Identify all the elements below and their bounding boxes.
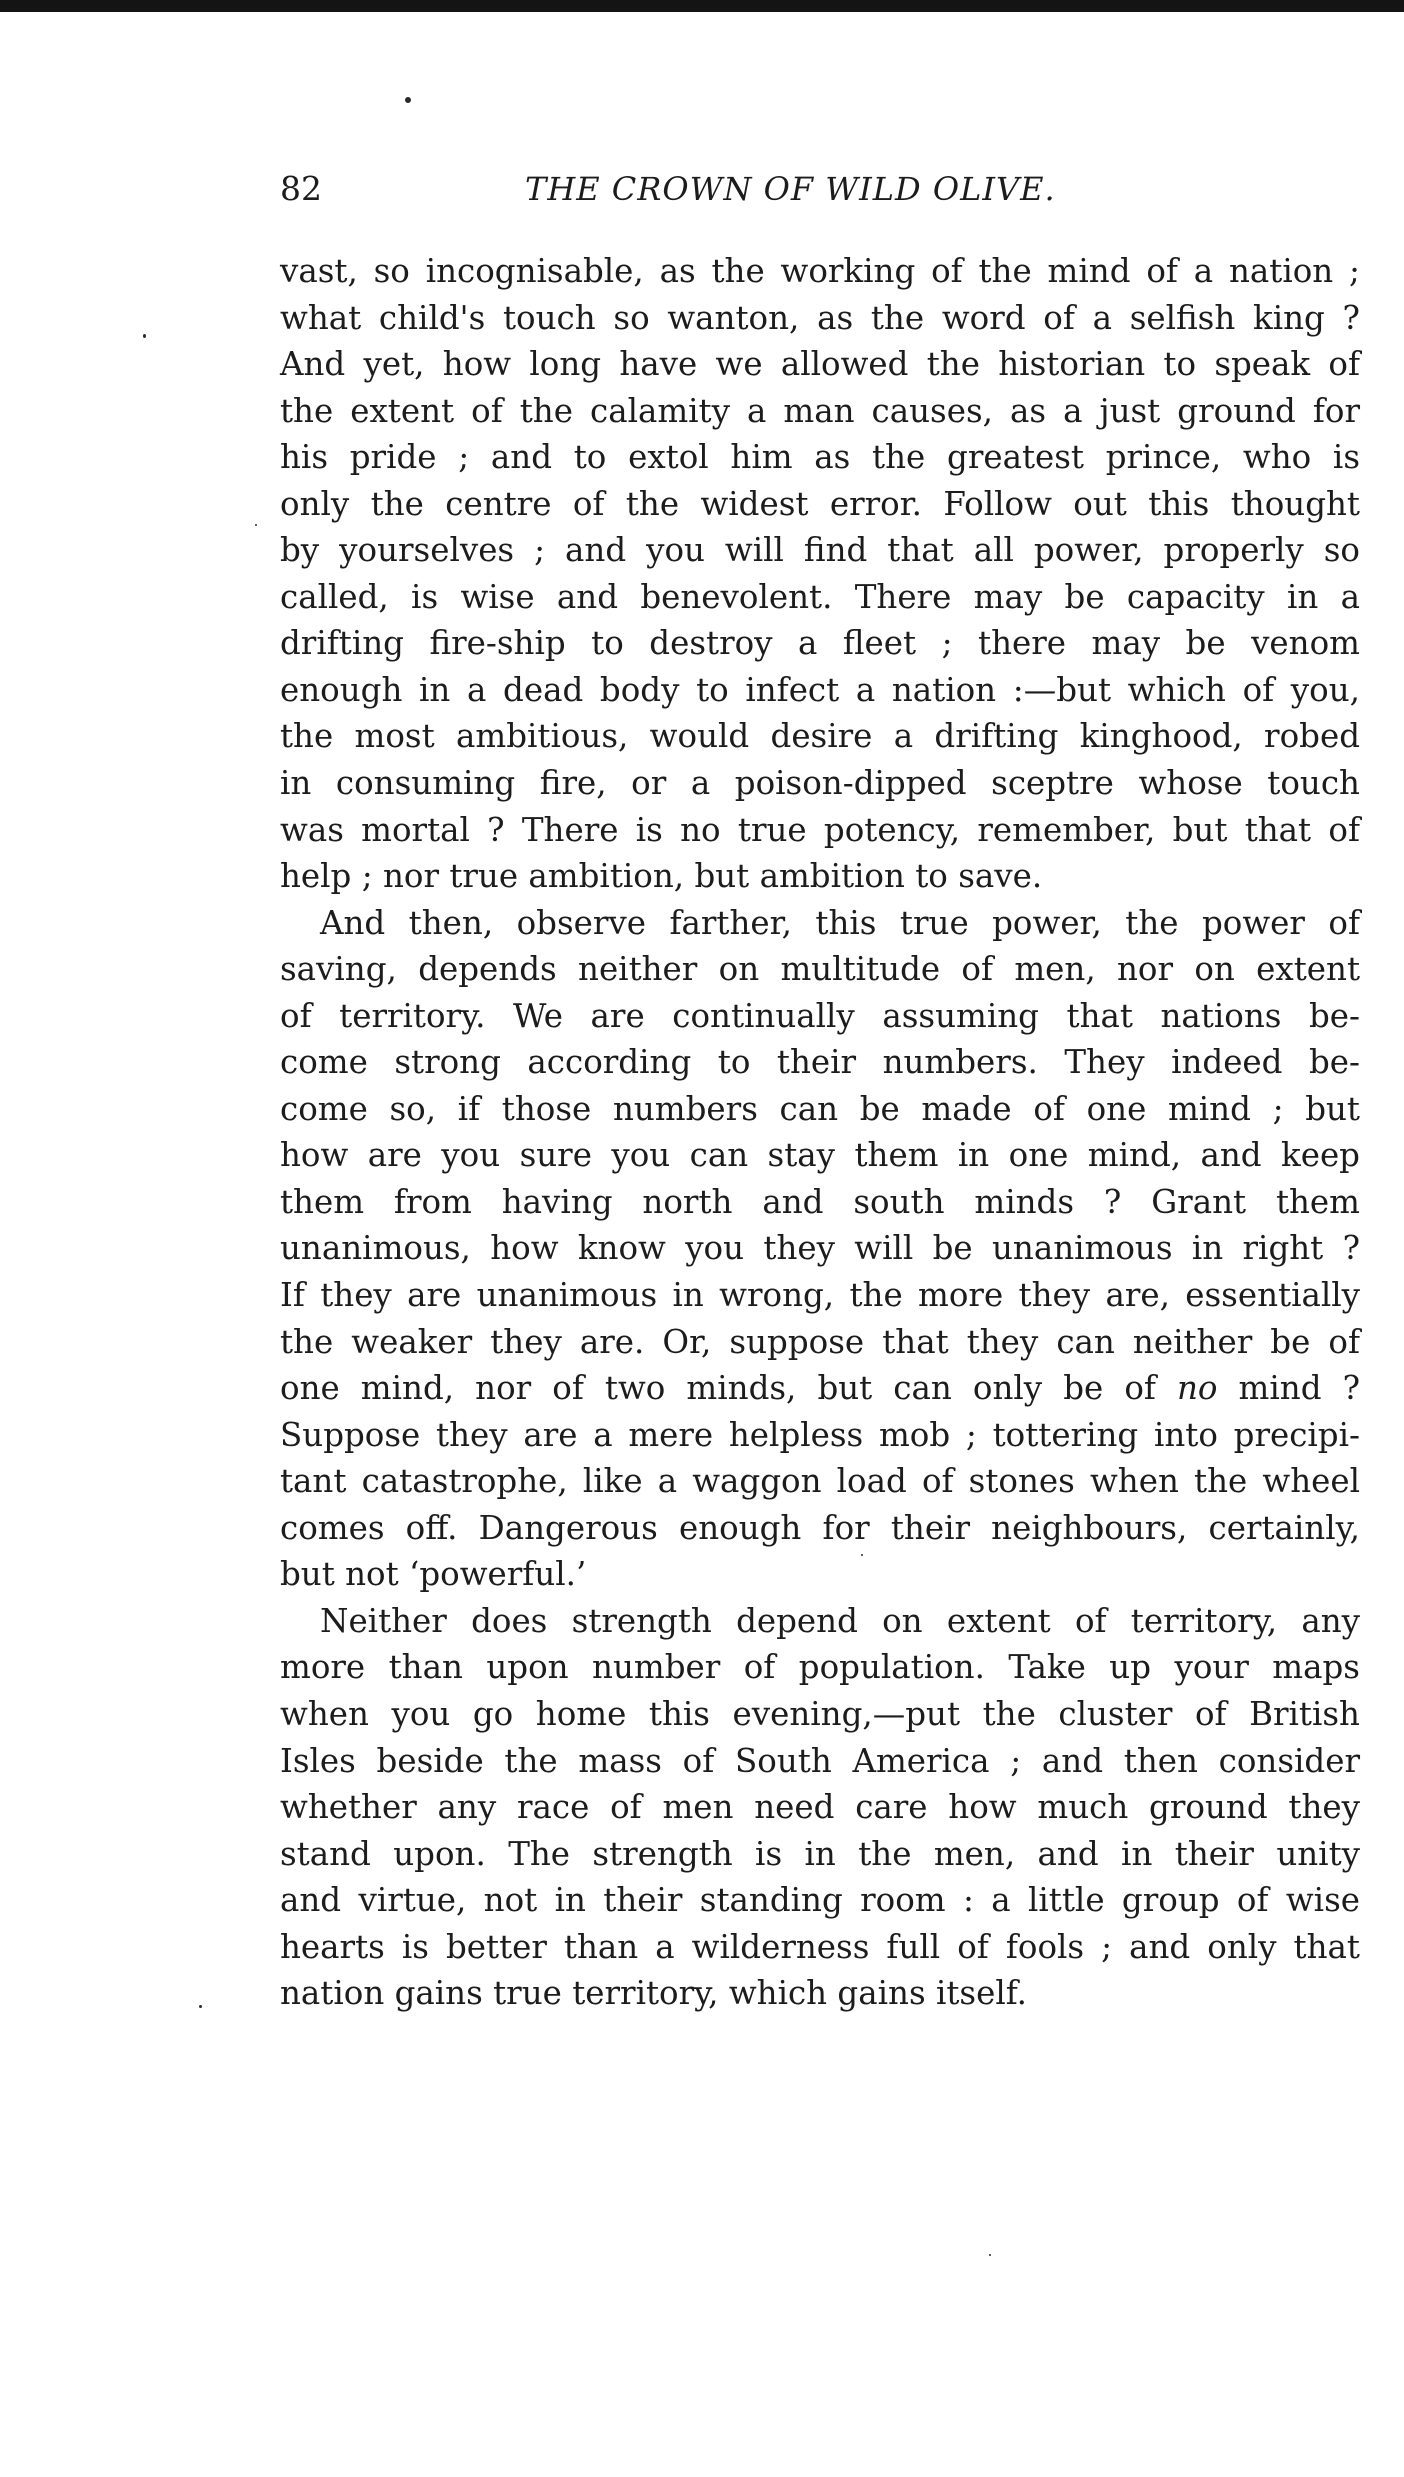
text-line: unanimous, how know you they will be unanimous in right ?	[280, 1229, 1360, 1268]
text-line: when you go home this evening,—put the cluster of British	[280, 1694, 1360, 1733]
line-tail: mind ?	[1217, 1369, 1360, 1408]
text-line: whether any race of men need care how much ground they	[280, 1788, 1360, 1827]
text-line: stand upon. The strength is in the men, and in their unity	[280, 1834, 1360, 1873]
text-line: drifting fire-ship to destroy a fleet ; there may be venom	[280, 624, 1360, 663]
body-text	[280, 248, 1360, 2017]
text-line: saving, depends neither on multitude of men, nor on extent	[280, 950, 1360, 989]
text-line: come so, if those numbers can be made of one mind ; but	[280, 1089, 1360, 1128]
text-line: help ; nor true ambition, but ambition to save.	[280, 857, 1043, 896]
text-line-with-italic	[280, 1365, 1360, 1412]
text-line: more than upon number of population. Take up your maps	[280, 1648, 1360, 1687]
line-head: one mind, nor of two minds, but can only be of	[280, 1369, 1177, 1408]
text-line: tant catastrophe, like a waggon load of stones when the wheel	[280, 1462, 1360, 1501]
text-line: and virtue, not in their standing room : a little group of wise	[280, 1881, 1360, 1920]
text-line: how are you sure you can stay them in one mind, and keep	[280, 1136, 1360, 1175]
paragraph-start-line: Neither does strength depend on extent of territory, any	[320, 1601, 1360, 1640]
text-line: only the centre of the widest error. Follow out this thought	[280, 484, 1360, 523]
text-line: the most ambitious, would desire a drifting kinghood, robed	[280, 717, 1360, 756]
text-line: in consuming fire, or a poison-dipped sceptre whose touch	[280, 764, 1360, 803]
text-line: the weaker they are. Or, suppose that they can neither be of	[280, 1322, 1360, 1361]
text-line: hearts is better than a wilderness full of fools ; and only that	[280, 1927, 1360, 1966]
text-line: his pride ; and to extol him as the greatest prince, who is	[280, 438, 1360, 477]
page-number: 82	[280, 169, 322, 208]
text-line: vast, so incognisable, as the working of the mind of a nation ;	[280, 252, 1360, 290]
page-top-edge	[0, 0, 1404, 12]
text-line: of territory. We are continually assuming that nations be-	[280, 996, 1360, 1035]
ink-speck	[989, 2254, 991, 2256]
text-line: what child's touch so wanton, as the word of a selfish king ?	[280, 298, 1360, 337]
text-line: Suppose they are a mere helpless mob ; tottering into precipi-	[280, 1415, 1360, 1454]
text-line: enough in a dead body to infect a nation :—but which of you,	[280, 670, 1360, 709]
text-line: Isles beside the mass of South America ; and then consider	[280, 1741, 1360, 1780]
text-line: nation gains true territory, which gains itself.	[280, 1974, 1027, 2013]
text-line: called, is wise and benevolent. There may be capacity in a	[280, 577, 1360, 616]
ink-speck	[199, 2005, 202, 2008]
text-line: the extent of the calamity a man causes, as a just ground for	[280, 391, 1360, 430]
running-title: THE CROWN OF WILD OLIVE.	[525, 170, 1056, 208]
text-line: If they are unanimous in wrong, the more they are, essentially	[280, 1276, 1360, 1315]
ink-speck	[143, 334, 146, 338]
text-line: comes off. Dangerous enough for their neighbours, certainly,	[280, 1508, 1360, 1547]
ink-speck	[255, 524, 257, 526]
text-line: by yourselves ; and you will find that all power, properly so	[280, 531, 1360, 570]
italic-word: no	[1176, 1369, 1218, 1408]
text-line: come strong according to their numbers. They indeed be-	[280, 1043, 1360, 1082]
text-line: And yet, how long have we allowed the historian to speak of	[280, 345, 1360, 384]
page-header	[280, 166, 1360, 212]
text-line: but not ‘powerful.’	[280, 1555, 587, 1594]
ink-speck	[405, 97, 411, 103]
text-line: them from having north and south minds ? Grant them	[280, 1182, 1360, 1221]
text-line: was mortal ? There is no true potency, remember, but that of	[280, 810, 1360, 849]
paragraph-start-line: And then, observe farther, this true power, the power of	[320, 903, 1360, 942]
